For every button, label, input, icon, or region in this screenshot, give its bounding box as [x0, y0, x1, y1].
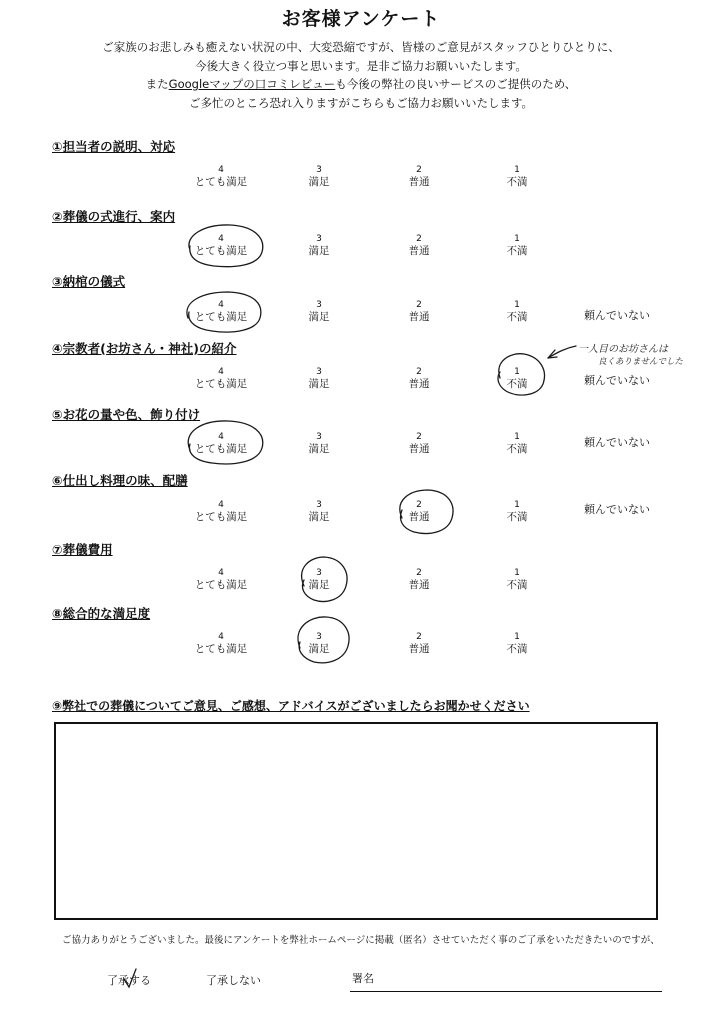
q1-option-2[interactable]: 2 普通 — [408, 165, 430, 188]
q7-option-4[interactable]: 4 とても満足 — [194, 568, 248, 591]
q8-option-1[interactable]: 1 不満 — [506, 632, 528, 655]
q6-option-1[interactable]: 1 不満 — [506, 500, 528, 523]
q7-selection-circle — [302, 557, 347, 601]
q7-option-2[interactable]: 2 普通 — [408, 568, 430, 591]
handwritten-note-line-1: 一人目のお坊さんは — [578, 344, 668, 355]
q4-option-4[interactable]: 4 とても満足 — [194, 367, 248, 390]
q2-selection-circle — [189, 225, 263, 267]
question-9-title: ⑨弊社での葬儀についてご意見、ご感想、アドバイスがございましたらお聞かせください — [52, 699, 530, 713]
q5-option-2[interactable]: 2 普通 — [408, 432, 430, 455]
q5-not-requested[interactable]: 頼んでいない — [584, 436, 650, 449]
question-1-title: ①担当者の説明、対応 — [52, 139, 176, 154]
google-review-text: Googleマップの口コミレビュー — [168, 77, 336, 91]
q8-selection-circle — [298, 617, 349, 663]
q7-option-1[interactable]: 1 不満 — [506, 568, 528, 591]
q4-option-1[interactable]: 1 不満 — [506, 367, 528, 390]
q2-option-2[interactable]: 2 普通 — [408, 234, 430, 257]
q3-option-1[interactable]: 1 不満 — [506, 300, 528, 323]
q8-option-2[interactable]: 2 普通 — [408, 632, 430, 655]
q6-not-requested[interactable]: 頼んでいない — [584, 503, 650, 516]
question-7-title: ⑦葬儀費用 — [52, 542, 113, 557]
q1-option-4[interactable]: 4 とても満足 — [194, 165, 248, 188]
q2-option-1[interactable]: 1 不満 — [506, 234, 528, 257]
q4-not-requested[interactable]: 頼んでいない — [584, 374, 650, 387]
question-2-title: ②葬儀の式進行、案内 — [52, 209, 176, 224]
q6-option-3[interactable]: 3 満足 — [308, 500, 330, 523]
q5-selection-circle — [188, 421, 263, 464]
q2-option-4[interactable]: 4 とても満足 — [194, 234, 248, 257]
consent-agree-option[interactable]: 了承する — [107, 974, 151, 987]
q4-option-3[interactable]: 3 満足 — [308, 367, 330, 390]
q7-option-3[interactable]: 3 満足 — [308, 568, 330, 591]
intro-line-2: 今後大きく役立つ事と思います。是非ご協力お願いいたします。 — [195, 58, 527, 73]
question-3-title: ③納棺の儀式 — [52, 274, 126, 289]
question-4-title: ④宗教者(お坊さん・神社)の紹介 — [52, 341, 237, 356]
q1-option-1[interactable]: 1 不満 — [506, 165, 528, 188]
handwritten-note-line-2: 良くありませんでした — [598, 357, 684, 367]
q8-option-3[interactable]: 3 満足 — [308, 632, 330, 655]
signature-label: 署名 — [352, 972, 374, 985]
intro-line-4: ご多忙のところ恐れ入りますがこちらもご協力お願いいたします。 — [188, 95, 534, 110]
q4-selection-circle — [498, 354, 544, 395]
q8-option-4[interactable]: 4 とても満足 — [194, 632, 248, 655]
q6-selection-circle — [400, 490, 453, 533]
intro-line-3-pre: また — [145, 77, 169, 91]
q1-option-3[interactable]: 3 満足 — [308, 165, 330, 188]
intro-line-3-post: も今後の弊社の良いサービスのご提供のため、 — [335, 77, 577, 91]
q5-option-4[interactable]: 4 とても満足 — [194, 432, 248, 455]
q3-not-requested[interactable]: 頼んでいない — [584, 309, 650, 322]
question-6-title: ⑥仕出し料理の味、配膳 — [52, 473, 188, 488]
question-8-title: ⑧総合的な満足度 — [52, 606, 151, 621]
intro-line-1: ご家族のお悲しみも癒えない状況の中、大変恐縮ですが、皆様のご意見がスタッフひとりひとりに、 — [102, 40, 620, 54]
note-arrow — [548, 346, 576, 358]
q3-option-2[interactable]: 2 普通 — [408, 300, 430, 323]
q3-selection-circle — [187, 292, 261, 332]
page-title: お客様アンケート — [281, 8, 441, 30]
q5-option-1[interactable]: 1 不満 — [506, 432, 528, 455]
consent-disagree-option[interactable]: 了承しない — [206, 974, 261, 987]
consent-text: ご協力ありがとうございました。最後にアンケートを弊社ホームページに掲載（匿名）させていただく事のご了承をいただきたいのですが、 — [62, 935, 660, 946]
q6-option-4[interactable]: 4 とても満足 — [194, 500, 248, 523]
question-5-title: ⑤お花の量や色、飾り付け — [52, 407, 201, 422]
q3-option-3[interactable]: 3 満足 — [308, 300, 330, 323]
consent-agree-mark — [124, 969, 136, 987]
q6-option-2[interactable]: 2 普通 — [408, 500, 430, 523]
q2-option-3[interactable]: 3 満足 — [308, 234, 330, 257]
q4-option-2[interactable]: 2 普通 — [408, 367, 430, 390]
q3-option-4[interactable]: 4 とても満足 — [194, 300, 248, 323]
q5-option-3[interactable]: 3 満足 — [308, 432, 330, 455]
